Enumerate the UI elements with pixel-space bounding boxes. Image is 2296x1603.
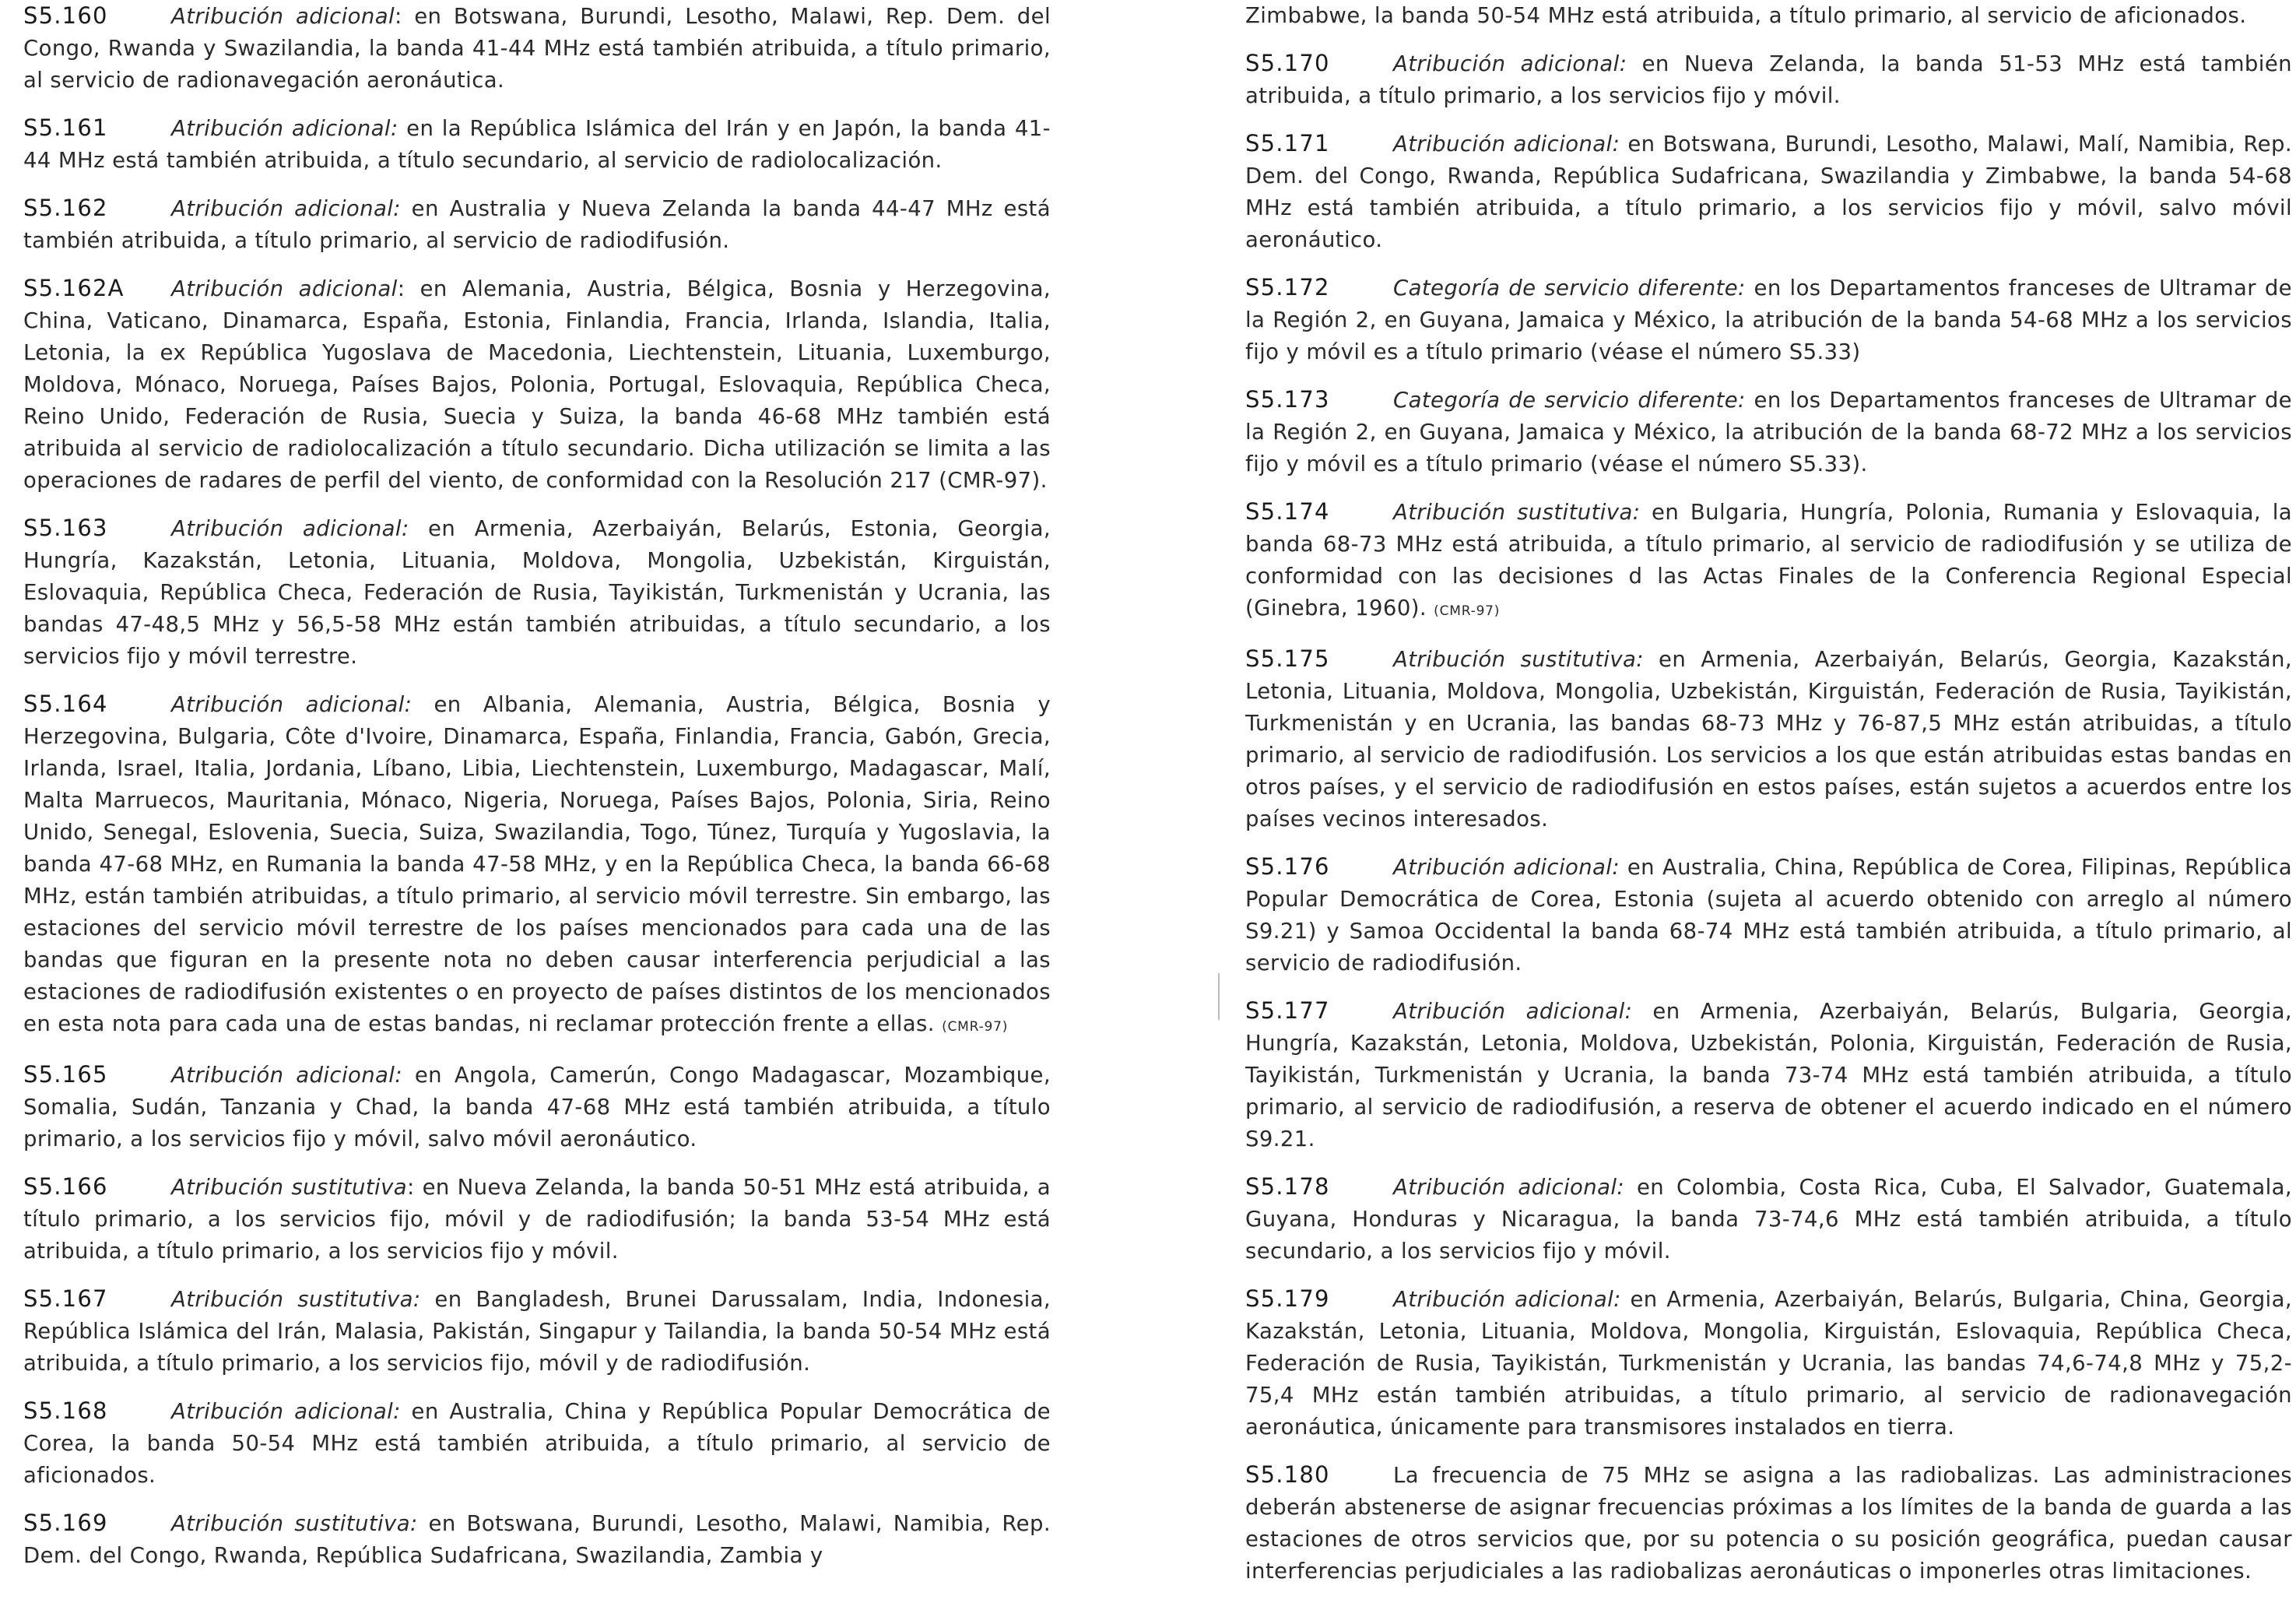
footnote-text: en Armenia, Azerbaiyán, Belarús, Bulgaria, China, Georgia, Kazakstán, Letonia, Lituania, Moldova, Mongolia, Kirguistán, Eslovaquia, República Checa, Federación de Rusia, Tayikistán, Turkmenistán y Ucrania, las bandas 74,6-74,8 MHz y 75,2-75,4 MHz están también atribuidas, a título primario, al servicio de radionavegación aeronáutica, únicamente para transmisores instalados en tierra. [1245,1287,2292,1440]
footnote-number: S5.180 [1245,1461,1330,1488]
footnote-text: en Australia, China y República Popular Democrática de Corea, la banda 50-54 MHz está también atribuida, a título primario, al servicio de aficionados. [23,1399,1051,1488]
footnote-revision-tag: (CMR-97) [1434,603,1501,619]
footnote-text: en Colombia, Costa Rica, Cuba, El Salvador, Guatemala, Guyana, Honduras y Nicaragua, la banda 73-74,6 MHz está también atribuida, a título secundario, a los servicios fijo y móvil. [1245,1175,2292,1264]
footnote-revision-tag: (CMR-97) [942,1019,1009,1035]
footnote-number: S5.177 [1245,997,1330,1024]
footnote-category: Atribución sustitutiva: [1393,500,1641,525]
footnote-text: en Armenia, Azerbaiyán, Belarús, Estonia, Georgia, Hungría, Kazakstán, Letonia, Lituania, Moldova, Mongolia, Uzbekistán, Kirguistán, Eslovaquia, República Checa, Federación de Rusia, Tayikistán, Turkmenistán y Ucrania, las bandas 47-48,5 MHz y 56,5-58 MHz están también atribuidas, a título secundario, a los servicios fijo y móvil terrestre. [23,516,1051,669]
footnote-text: en Albania, Alemania, Austria, Bélgica, Bosnia y Herzegovina, Bulgaria, Côte d'Ivoire, Dinamarca, España, Finlandia, Francia, Gabón, Grecia, Irlanda, Israel, Italia, Jordania, Líbano, Libia, Liechtenstein, Luxemburgo, Madagascar, Malí, Malta Marruecos, Mauritania, Mónaco, Nigeria, Noruega, Países Bajos, Polonia, Siria, Reino Unido, Senegal, Eslovenia, Suecia, Suiza, Swazilandia, Togo, Túnez, Turquía y Yugoslavia, la banda 47-68 MHz, en Rumania la banda 47-58 MHz, y en la República Checa, la banda 66-68 MHz, están también atribuidas, a título primario, al servicio móvil terrestre. Sin embargo, las estaciones del servicio móvil terrestre de los países mencionados para cada una de las bandas que figuran en la presente nota no deben causar interferencia perjudicial a las estaciones de radiodifusión existentes o en proyecto de países distintos de los mencionados en esta nota para cada una de estas bandas, ni reclamar protección frente a ellas. [23,692,1051,1036]
footnote-number: S5.163 [23,515,108,541]
footnote-category: Atribución adicional: [1393,1287,1621,1312]
footnote [23,512,1051,673]
footnote-text: en Alemania, Austria, Bélgica, Bosnia y Herzegovina, China, Vaticano, Dinamarca, España, Estonia, Finlandia, Francia, Irlanda, Islandia, Italia, Letonia, la ex República Yugoslava de Macedonia, Liechtenstein, Lituania, Luxemburgo, Moldova, Mónaco, Noruega, Países Bajos, Polonia, Portugal, Eslovaquia, República Checa, Reino Unido, Federación de Rusia, Suecia y Suiza, la banda 46-68 MHz también está atribuida al servicio de radiolocalización a título secundario. Dicha utilización se limita a las operaciones de radares de perfil del viento, de conformidad con la Resolución 217 (CMR-97). [23,276,1051,493]
footnote [1245,384,2292,480]
left-column [23,0,1051,1587]
footnote-number: S5.174 [1245,498,1330,525]
footnote-text: La frecuencia de 75 MHz se asigna a las radiobalizas. Las administraciones deberán abstenerse de asignar frecuencias próximas a los límites de la banda de guarda a las estaciones de otros servicios que, por su potencia o su posición geográfica, puedan causar interferencias perjudiciales a las radiobalizas aeronáuticas o imponerles otras limitaciones. [1245,1463,2292,1584]
footnote [23,1059,1051,1155]
footnote-separator: : [395,4,402,29]
footnote [23,0,1051,97]
footnote-separator: : [397,276,405,301]
footnote [1245,851,2292,979]
footnote-number: S5.160 [23,2,108,29]
footnote-category: Atribución adicional [171,276,398,301]
footnote-text: en Botswana, Burundi, Lesotho, Malawi, Namibia, Rep. Dem. del Congo, Rwanda, República Sudafricana, Swazilandia, Zambia y [23,1511,1051,1568]
footnote-category: Atribución adicional: [171,692,413,717]
footnote-number: S5.172 [1245,274,1330,301]
footnote-text: en Nueva Zelanda, la banda 51-53 MHz está también atribuida, a título primario, a los servicios fijo y móvil. [1245,51,2292,108]
footnote-separator: : [407,1175,415,1200]
footnote-text: en Botswana, Burundi, Lesotho, Malawi, Rep. Dem. del Congo, Rwanda y Swazilandia, la banda 41-44 MHz está también atribuida, a título primario, al servicio de radionavegación aeronáutica. [23,4,1051,93]
footnote [1245,1171,2292,1267]
footnote [23,1395,1051,1492]
footnote-category: Categoría de servicio diferente: [1393,388,1746,413]
footnote-number: S5.167 [23,1285,108,1312]
footnote-number: S5.168 [23,1397,108,1424]
footnote-category: Atribución adicional: [171,196,401,221]
footnote [1245,496,2292,627]
footnote-category: Atribución adicional: [1393,132,1620,156]
footnote-text: en la República Islámica del Irán y en Japón, la banda 41-44 MHz está también atribuida, a título secundario, al servicio de radiolocalización. [23,116,1051,173]
footnote-number: S5.171 [1245,130,1330,156]
footnote-number: S5.166 [23,1173,108,1200]
footnote-text: en Bangladesh, Brunei Darussalam, India, Indonesia, República Islámica del Irán, Malasia, Pakistán, Singapur y Tailandia, la banda 50-54 MHz está atribuida, a título primario, a los servicios fijo, móvil y de radiodifusión. [23,1287,1051,1376]
footnote [23,1507,1051,1572]
footnote [1245,272,2292,368]
footnote-category: Atribución sustitutiva: [1393,647,1644,672]
footnote-text: en Australia, China, República de Corea, Filipinas, República Popular Democrática de Corea, Estonia (sujeta al acuerdo obtenido con arreglo al número S9.21) y Samoa Occidental la banda 68-74 MHz está también atribuida, a título primario, al servicio de radiodifusión. [1245,855,2292,976]
footnote [23,272,1051,497]
footnote [23,1171,1051,1267]
footnote-number: S5.162A [23,275,125,301]
footnote-text: en Nueva Zelanda, la banda 50-51 MHz está atribuida, a título primario, a los servicios fijo, móvil y de radiodifusión; la banda 53-54 MHz está atribuida, a título primario, a los servicios fijo y móvil. [23,1175,1051,1264]
footnote [23,1283,1051,1380]
footnote-category: Atribución adicional: [1393,999,1633,1024]
right-column [1245,0,2292,1603]
footnote-text: en los Departamentos franceses de Ultramar de la Región 2, en Guyana, Jamaica y México, la atribución de la banda 68-72 MHz a los servicios fijo y móvil es a título primario (véase el número S5.33). [1245,388,2293,476]
footnote [1245,1283,2292,1443]
footnote-category: Atribución adicional: [1393,51,1627,76]
footnote-category: Atribución adicional: [1393,1175,1625,1200]
footnote-category: Atribución adicional: [171,516,409,541]
footnote [1245,995,2292,1155]
footnote-number: S5.169 [23,1510,108,1536]
footnote-number: S5.170 [1245,50,1330,76]
footnote-category: Categoría de servicio diferente: [1393,276,1746,301]
footnote-category: Atribución adicional: [1393,855,1620,880]
footnote-number: S5.175 [1245,645,1330,672]
footnote-category: Atribución sustitutiva: [171,1287,421,1312]
footnote-continuation: Zimbabwe, la banda 50-54 MHz está atribuida, a título primario, al servicio de aficionados. [1245,3,2247,28]
footnote-number: S5.176 [1245,853,1330,880]
footnote-category: Atribución sustitutiva [171,1175,408,1200]
footnote [1245,47,2292,112]
footnote-number: S5.179 [1245,1285,1330,1312]
footnote-number: S5.161 [23,114,108,141]
footnote [1245,1459,2292,1587]
footnote-category: Atribución adicional [171,4,395,29]
footnote-text: en Bulgaria, Hungría, Polonia, Rumania y Eslovaquia, la banda 68-73 MHz está atribuida, a título primario, al servicio de radiodifusión y se utiliza de conformidad con las decisiones d las Actas Finales de la Conferencia Regional Especial (Ginebra, 1960). [1245,500,2292,620]
footnote-category: Atribución adicional: [171,116,398,141]
margin-mark [1218,973,1220,1020]
footnote-number: S5.164 [23,691,108,717]
footnote-category: Atribución sustitutiva: [171,1511,418,1536]
footnote [1245,643,2292,835]
footnote-text: en Botswana, Burundi, Lesotho, Malawi, Malí, Namibia, Rep. Dem. del Congo, Rwanda, República Sudafricana, Swazilandia y Zimbabwe, la banda 54-68 MHz está también atribuida, a título primario, a los servicios fijo y móvil, salvo móvil aeronáutico. [1245,132,2292,252]
footnote-category: Atribución adicional: [171,1399,401,1424]
footnote-category: Atribución adicional: [171,1063,403,1088]
footnote [23,688,1051,1043]
footnote-text: en los Departamentos franceses de Ultramar de la Región 2, en Guyana, Jamaica y México, la atribución de la banda 54-68 MHz a los servicios fijo y móvil es a título primario (véase el número S5.33) [1245,276,2293,364]
footnote [1245,128,2292,256]
footnote-text: en Australia y Nueva Zelanda la banda 44-47 MHz está también atribuida, a título primario, al servicio de radiodifusión. [23,196,1051,253]
footnote [23,192,1051,257]
footnote [23,112,1051,177]
footnote-number: S5.162 [23,195,108,221]
footnote-number: S5.165 [23,1061,108,1088]
footnote-number: S5.173 [1245,386,1330,413]
footnote-number: S5.178 [1245,1173,1330,1200]
footnote-text: en Armenia, Azerbaiyán, Belarús, Bulgaria, Georgia, Hungría, Kazakstán, Letonia, Moldova, Uzbekistán, Polonia, Kirguistán, Federación de Rusia, Tayikistán, Turkmenistán y Ucrania, la banda 73-74 MHz está también atribuida, a título primario, al servicio de radiodifusión, a reserva de obtener el acuerdo indicado en el número S9.21. [1245,999,2292,1151]
footnote-text: en Armenia, Azerbaiyán, Belarús, Georgia, Kazakstán, Letonia, Lituania, Moldova, Mongolia, Uzbekistán, Kirguistán, Federación de Rusia, Tayikistán, Turkmenistán y en Ucrania, las bandas 68-73 MHz y 76-87,5 MHz están atribuidas, a título primario, al servicio de radiodifusión. Los servicios a los que están atribuidas estas bandas en otros países, y el servicio de radiodifusión en estos países, están sujetos a acuerdos entre los países vecinos interesados. [1245,647,2292,831]
footnote-text: en Angola, Camerún, Congo Madagascar, Mozambique, Somalia, Sudán, Tanzania y Chad, la banda 47-68 MHz está también atribuida, a título primario, a los servicios fijo y móvil, salvo móvil aeronáutico. [23,1063,1051,1151]
